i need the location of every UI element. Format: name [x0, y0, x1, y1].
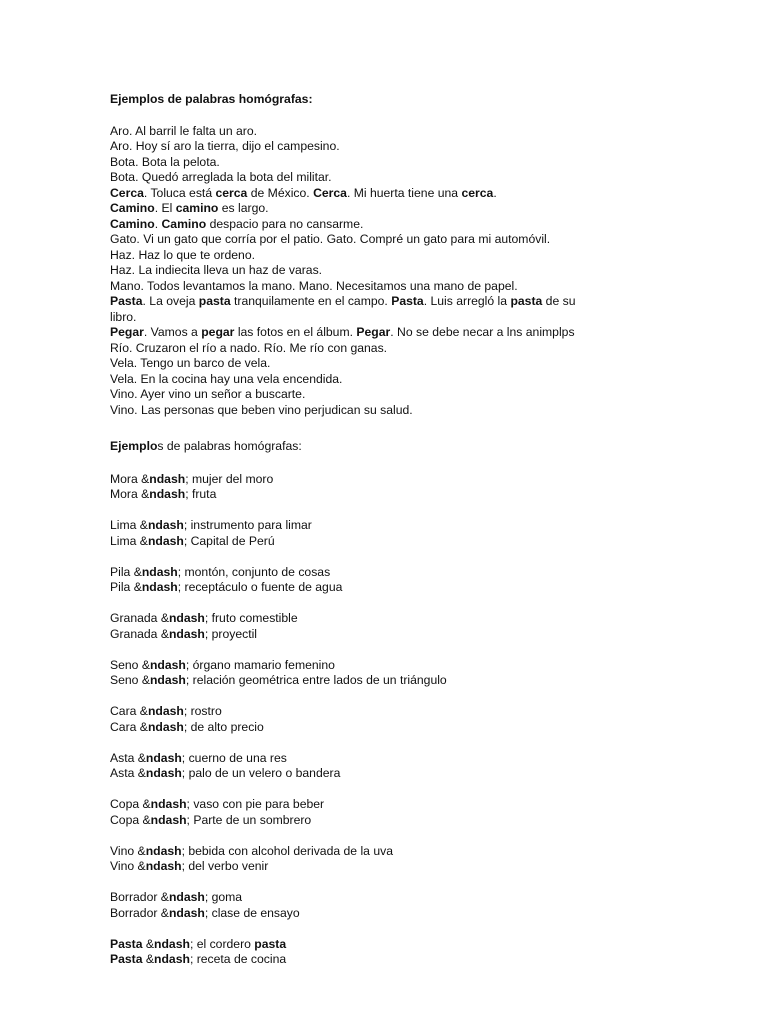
example-line: [110, 139, 670, 155]
text-run: Vela. Tengo un barco de vela.: [110, 356, 271, 370]
example-line: [110, 341, 670, 357]
text-run: Granada &: [110, 611, 169, 625]
homograph-pair: [110, 611, 670, 642]
text-run: ; proyectil: [204, 626, 257, 641]
example-line: [110, 356, 670, 372]
text-run: tranquilamente en el campo.: [230, 294, 392, 308]
bold-text: ndash: [147, 533, 184, 548]
section-heading-2: [110, 439, 670, 455]
text-run: ; bebida con alcohol derivada de la uva: [181, 843, 393, 858]
example-line: [110, 279, 670, 295]
bold-text: Pasta: [391, 294, 424, 308]
definition-line: [110, 952, 670, 968]
text-run: ; palo de un velero o bandera: [181, 766, 341, 780]
example-line: [110, 186, 670, 202]
text-run: es largo.: [218, 201, 269, 215]
text-run: Copa &: [110, 797, 151, 811]
definition-line: [110, 859, 670, 875]
text-run: Seno &: [110, 673, 150, 687]
bold-text: Cerca: [110, 185, 144, 200]
bold-text: ndash: [141, 564, 178, 579]
text-run: s de palabras homógrafas:: [157, 439, 302, 453]
bold-text: Pegar: [110, 325, 144, 339]
text-run: Cara &: [110, 704, 148, 718]
text-run: las fotos en el álbum.: [234, 325, 357, 339]
text-run: ; rostro: [183, 704, 222, 718]
text-run: Gato. Vi un gato que corría por el patio. Gato. Compré un gato para mi automóvil.: [110, 232, 551, 246]
text-run: ; Parte de un sombrero: [186, 812, 312, 827]
text-run: Río. Cruzaron el río a nado. Río. Me río con ganas.: [110, 340, 388, 355]
homograph-pair: [110, 890, 670, 921]
text-run: Pila &: [110, 564, 142, 579]
bold-text: pasta: [510, 294, 543, 308]
text-run: Mora &: [110, 487, 150, 501]
example-line: [110, 170, 670, 186]
text-run: Haz. Haz lo que te ordeno.: [110, 247, 255, 262]
bold-text: Camino: [110, 216, 155, 231]
example-line: [110, 387, 670, 403]
definition-line: [110, 487, 670, 503]
text-run: Vino. Las personas que beben vino perjudican su salud.: [110, 402, 413, 417]
text-run: Borrador &: [110, 890, 169, 904]
bold-text: Camino: [110, 201, 155, 215]
text-run: ; receptáculo o fuente de agua: [177, 580, 343, 594]
example-line: [110, 217, 670, 233]
definition-line: [110, 580, 670, 596]
text-run: ; Capital de Perú: [183, 533, 275, 548]
bold-text: Camino: [161, 216, 207, 231]
text-run: Aro. Al barril le falta un aro.: [110, 123, 257, 138]
bold-text: ndash: [141, 580, 178, 594]
bold-text: cerca: [215, 185, 248, 200]
text-run: ; relación geométrica entre lados de un triángulo: [185, 673, 447, 687]
text-run: . Luis arregló la: [423, 294, 511, 308]
definition-line: [110, 813, 670, 829]
example-line: [110, 310, 670, 326]
text-run: Asta &: [110, 766, 146, 780]
text-run: Asta &: [110, 750, 146, 765]
text-run: Vino. Ayer vino un señor a buscarte.: [110, 387, 306, 401]
bold-text: ndash: [150, 812, 187, 827]
bold-text: ndash: [145, 859, 182, 873]
text-run: . La oveja: [142, 294, 199, 308]
bold-text: Ejemplo: [110, 439, 158, 453]
text-run: ; del verbo venir: [181, 859, 269, 873]
text-run: Lima &: [110, 533, 148, 548]
text-run: &: [142, 936, 155, 951]
text-run: &: [142, 952, 155, 966]
text-run: ; vaso con pie para beber: [186, 797, 325, 811]
text-run: . Mi huerta tiene una: [346, 185, 462, 200]
text-run: Seno &: [110, 657, 150, 672]
text-run: libro.: [110, 309, 137, 324]
bold-text: ndash: [154, 952, 190, 966]
definition-line: [110, 611, 670, 627]
homograph-pair: [110, 565, 670, 596]
text-run: ; el cordero: [189, 936, 255, 951]
homograph-pair: [110, 797, 670, 828]
text-run: Cara &: [110, 719, 148, 734]
bold-text: pasta: [198, 294, 231, 308]
homograph-pair: [110, 751, 670, 782]
examples-section-1: [110, 92, 670, 418]
definition-line: [110, 720, 670, 736]
homograph-pair: [110, 472, 670, 503]
bold-text: ndash: [145, 766, 182, 780]
example-line: [110, 372, 670, 388]
text-run: Mano. Todos levantamos la mano. Mano. Necesitamos una mano de papel.: [110, 278, 518, 293]
text-run: ; de alto precio: [183, 719, 264, 734]
definition-line: [110, 890, 670, 906]
text-run: Bota. Quedó arreglada la bota del militar.: [110, 170, 332, 184]
example-line: [110, 155, 670, 171]
example-sentence-list: [110, 124, 670, 419]
text-run: Bota. Bota la pelota.: [110, 154, 220, 169]
example-line: [110, 325, 670, 341]
definition-line: [110, 797, 670, 813]
homograph-pair: [110, 937, 670, 968]
bold-text: ndash: [149, 471, 186, 486]
text-run: ; mujer del moro: [185, 471, 274, 486]
bold-text: pegar: [201, 325, 235, 339]
definition-line: [110, 534, 670, 550]
definition-line: [110, 518, 670, 534]
bold-text: cerca: [461, 185, 494, 200]
bold-text: camino: [175, 201, 219, 215]
text-run: . Vamos a: [143, 325, 202, 339]
definition-line: [110, 704, 670, 720]
definition-line: [110, 565, 670, 581]
bold-text: ndash: [149, 673, 186, 687]
bold-text: ndash: [168, 905, 205, 920]
bold-text: Pasta: [110, 936, 143, 951]
text-run: ; cuerno de una res: [181, 750, 287, 765]
homograph-pair: [110, 518, 670, 549]
homograph-pair: [110, 704, 670, 735]
definition-line: [110, 673, 670, 689]
example-line: [110, 294, 670, 310]
bold-text: pasta: [254, 936, 287, 951]
text-run: de México.: [247, 185, 314, 200]
text-run: ; instrumento para limar: [183, 518, 312, 532]
definition-line: [110, 627, 670, 643]
bold-text: Pasta: [110, 952, 143, 966]
example-line: [110, 232, 670, 248]
example-line: [110, 201, 670, 217]
text-run: ; montón, conjunto de cosas: [177, 564, 331, 579]
homograph-pair: [110, 658, 670, 689]
text-run: ; fruta: [185, 487, 217, 501]
text-run: ; clase de ensayo: [204, 905, 300, 920]
text-run: Haz. La indiecita lleva un haz de varas.: [110, 263, 323, 277]
bold-text: Pasta: [110, 294, 143, 308]
bold-text: Cerca: [313, 185, 347, 200]
bold-text: ndash: [147, 719, 184, 734]
text-run: ; receta de cocina: [189, 952, 287, 966]
bold-text: ndash: [147, 704, 184, 718]
text-run: Vino &: [110, 843, 146, 858]
examples-section-2: [110, 439, 670, 968]
definition-line: [110, 751, 670, 767]
bold-text: ndash: [168, 626, 205, 641]
text-run: Vino &: [110, 859, 146, 873]
text-run: . Toluca está: [143, 185, 216, 200]
definition-line: [110, 658, 670, 674]
bold-text: ndash: [145, 750, 182, 765]
text-run: Aro. Hoy sí aro la tierra, dijo el campesino.: [110, 139, 340, 153]
definition-line: [110, 906, 670, 922]
example-line: [110, 248, 670, 264]
definition-line: [110, 844, 670, 860]
bold-text: ndash: [147, 518, 184, 532]
example-line: [110, 403, 670, 419]
text-run: Granada &: [110, 626, 169, 641]
bold-text: ndash: [150, 797, 187, 811]
bold-text: ndash: [168, 611, 205, 625]
bold-text: ndash: [149, 657, 186, 672]
definition-line: [110, 937, 670, 953]
bold-text: ndash: [154, 936, 190, 951]
definition-line: [110, 766, 670, 782]
bold-text: ndash: [145, 843, 182, 858]
text-run: Pila &: [110, 580, 142, 594]
text-run: Borrador &: [110, 905, 169, 920]
text-run: Copa &: [110, 812, 151, 827]
homograph-pair: [110, 844, 670, 875]
bold-text: ndash: [149, 487, 186, 501]
example-line: [110, 263, 670, 279]
bold-text: Ejemplos de palabras homógrafas:: [110, 92, 313, 106]
section-heading-1: [110, 92, 670, 108]
text-run: .: [154, 216, 162, 231]
text-run: Mora &: [110, 471, 150, 486]
bold-text: ndash: [168, 890, 205, 904]
text-run: de su: [542, 294, 576, 308]
text-run: . El: [154, 201, 176, 215]
text-run: Vela. En la cocina hay una vela encendida.: [110, 371, 343, 386]
text-run: .: [493, 185, 497, 200]
definition-line: [110, 472, 670, 488]
example-line: [110, 124, 670, 140]
text-run: . No se debe necar a lns animplps: [390, 325, 575, 339]
homograph-definition-list: [110, 472, 670, 968]
text-run: despacio para no cansarme.: [206, 216, 364, 231]
text-run: Lima &: [110, 518, 148, 532]
bold-text: Pegar: [356, 325, 391, 339]
text-run: ; goma: [204, 890, 243, 904]
text-run: ; fruto comestible: [204, 611, 298, 625]
text-run: ; órgano mamario femenino: [185, 657, 335, 672]
